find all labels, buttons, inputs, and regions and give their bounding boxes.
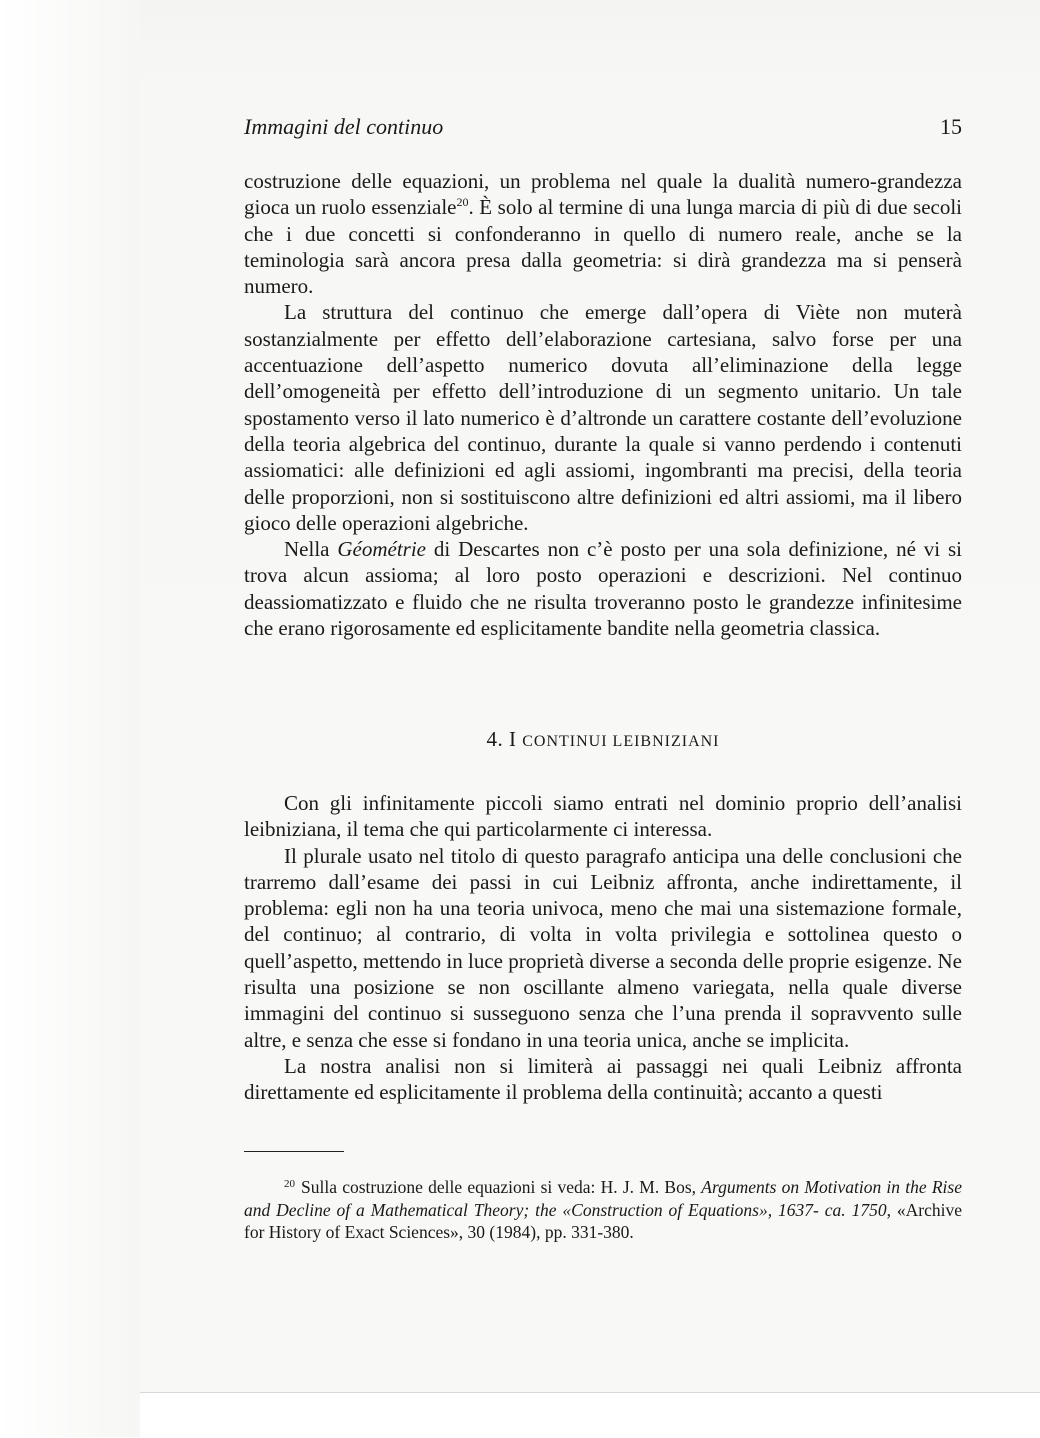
running-head <box>244 110 962 144</box>
body-text-lower <box>244 790 962 1106</box>
paragraph: La struttura del continuo che emerge dall’opera di Viète non muterà sostanzialmente per effetto dell’elaborazione cartesiana, salvo forse per una accentuazione dell’aspetto numerico dovuta all’eliminazione della legge dell’omogeneità per effetto dell’introduzione di un segmento unitario. Un tale spostamento verso il lato numerico è d’altronde un carattere costante dell’evoluzione della teoria algebrica del continuo, durante la quale si vanno perdendo i contenuti assiomatici: alle definizioni ed agli assiomi, ingombranti ma precisi, della teoria delle proporzioni, non si sostituiscono altre definizioni ed altri assiomi, ma il libero gioco delle operazioni algebriche. <box>244 300 962 535</box>
section-number: 4. <box>486 727 504 751</box>
body-text-upper <box>244 168 962 641</box>
page-bottom-edge <box>140 1392 1040 1438</box>
footnote-mark: 20 <box>284 1178 295 1190</box>
paragraph: Con gli infinitamente piccoli siamo entrati nel dominio proprio dell’analisi leibniziana, il tema che qui particolarmente ci interessa. <box>244 791 962 842</box>
paragraph: La nostra analisi non si limiterà ai passaggi nei quali Leibniz affronta direttamente ed esplicitamente il problema della continuità; accanto a questi <box>244 1053 962 1105</box>
book-title: Géométrie <box>337 537 426 562</box>
running-title: Immagini del continuo <box>244 114 444 139</box>
footnote: $^{20}$ Sulla costruzione delle equazioni si veda: H. J. M. Bos, Arguments on Motivation in the Rise and Decline of a Mathematical Theory; the «Construction of Equations», 1637- ca. 1750, «Archive for History of Exact Sciences», 30 (1984), pp. 331-380. <box>244 1177 962 1242</box>
paragraph: costruzione delle equazioni, un problema nel quale la dualità numero-grandezza gioca un ruolo essenziale$^{20}$. È solo al termine di una lunga marcia di più di due secoli che i due concetti si confonderanno in quello di numero reale, anche se la teminologia sarà ancora presa dalla geometria: si dirà grandezza ma si penserà numero. <box>244 169 963 299</box>
footnote-divider <box>244 1151 344 1152</box>
section-title: CONTINUI LEIBNIZIANI <box>522 733 720 750</box>
scan-margin <box>0 0 140 1437</box>
footnote-reference[interactable]: 20 <box>456 195 469 210</box>
section-title-initial: I <box>508 727 517 751</box>
cited-title: Arguments on Motivation in the Rise and Decline of a Mathematical Theory; the «Construction of Equations», 1637- ca. 1750 <box>244 1177 962 1220</box>
paragraph: Il plurale usato nel titolo di questo paragrafo anticipa una delle conclusioni che trarremo dall’esame dei passi in cui Leibniz affronta, anche indirettamente, il problema: egli non ha una teoria univoca, meno che mai una sistemazione formale, del continuo; al contrario, di volta in volta privilegia e sottolinea questo o quell’aspetto, mettendo in luce proprietà diverse a seconda delle proprie esigenze. Ne risulta una posizione se non oscillante almeno variegata, nella quale diverse immagini del continuo si susseguono senza che l’una prenda il sopravvento sulle altre, e senza che esse si fondano in una teoria unica, anche se implicita. <box>244 843 962 1052</box>
paragraph: Nella Géométrie di Descartes non c’è posto per una sola definizione, né vi si trova alcun assioma; al loro posto operazioni e descrizioni. Nel continuo deassiomatizzato e fluido che ne risulta troveranno posto le grandezze infinitesime che erano rigorosamente ed esplicitamente bandite nella geometria classica. <box>244 537 962 641</box>
page-number: 15 <box>940 114 962 139</box>
section-heading <box>244 727 962 752</box>
